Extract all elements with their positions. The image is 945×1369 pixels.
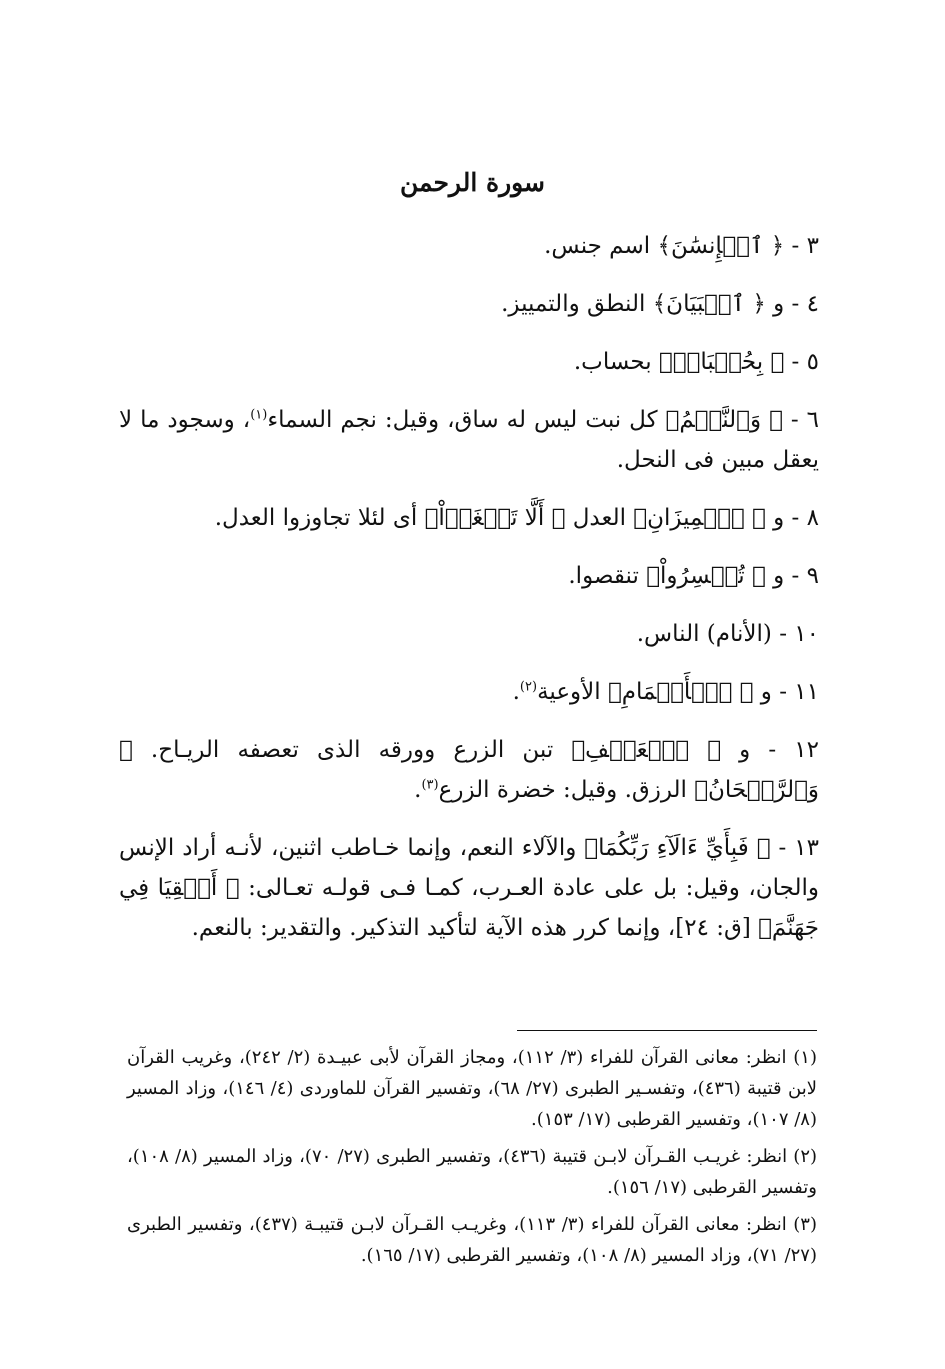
footnote-separator <box>517 1030 817 1031</box>
footnote-1: (١) انظر: معانى القرآن للفراء (٣/ ١١٢)، ومجاز القرآن لأبى عبيـدة (٢/ ٢٤٢)، وغريب القرآن لابن قتيبة (٤٣٦)، وتفسـير الطبرى (٢٧/ ٦٨)، وتفسير القرآن للماوردى (٤/ ١٤٦)، وزاد المسير (٨/ ١٠٧)، وتفسير القرطبى (١٧/ ١٥٣). <box>127 1047 817 1130</box>
surah-title: سورة الرحمن <box>399 168 546 197</box>
entry-verse-8: ٨ - و ﴿ ٱلۡمِيزَانِ﴾ العدل ﴿ أَلَّا تَطۡغَوۡاْ﴾ أى لئلا تجاوزوا العدل. <box>214 505 819 531</box>
footnote-marker: (١) <box>250 407 268 423</box>
entry-text: ٦ - ﴿ وَٱلنَّجۡمُ﴾ كل نبت ليس له ساق، وقيل: نجم السماء <box>267 407 819 433</box>
entry-verse-10: ١٠ - (الأنام) الناس. <box>636 621 819 647</box>
entry-verse-9: ٩ - و ﴿ تُخۡسِرُواْ﴾ تنقصوا. <box>568 563 819 589</box>
footnotes <box>127 1042 817 1277</box>
entry-text: . <box>512 679 520 705</box>
entry-verse-5: ٥ - ﴿ بِحُسۡبَانٖ﴾ بحساب. <box>573 349 819 375</box>
footnote-2: (٢) انظر: غريـب القـرآن لابـن قتيبة (٤٣٦)، وتفسير الطبرى (٢٧/ ٧٠)، وزاد المسير (٨/ ١٠٨)، وتفسير القرطبى (١٧/ ١٥٦). <box>127 1146 818 1198</box>
entry-text: ١٢ - و ﴿ ٱلۡعَصۡفِ﴾ تبن الزرع وورقه الذى تعصفه الريـاح. ﴿ وَٱلرَّيۡحَانُ﴾ الرزق. وقيل: خضرة الزرع <box>119 737 819 803</box>
footnote-marker: (٣) <box>421 777 439 793</box>
entry-text: ١١ - و ﴿ ٱلۡأَكۡمَامِ﴾ الأوعية <box>537 679 819 705</box>
footnote-3: (٣) انظر: معانى القرآن للفراء (٣/ ١١٣)، وغريـب القـرآن لابـن قتيبـة (٤٣٧)، وتفسير الطبرى (٢٧/ ٧١)، وزاد المسير (٨/ ١٠٨)، وتفسير القرطبى (١٧/ ١٦٥). <box>127 1214 817 1266</box>
entry-verse-12 <box>119 730 819 810</box>
commentary-body <box>119 226 819 966</box>
footnote-marker: (٢) <box>519 679 538 695</box>
entry-verse-6 <box>119 400 819 480</box>
entry-text: . <box>414 777 422 803</box>
entry-verse-11 <box>119 672 819 712</box>
entry-verse-13: ١٣ - ﴿ فَبِأَيِّ ءَالَآءِ رَبِّكُمَا﴾ والآلاء النعم، وإنما خـاطب اثنين، لأنـه أراد الإنس والجان، وقيل: بل على عادة العـرب، كمـا فـى قولـه تعـالى: ﴿ أَلۡقِيَا فِي جَهَنَّمَ﴾ [ق: ٢٤]، وإنما كرر هذه الآية لتأكيد التذكير. والتقدير: بالنعم. <box>119 835 819 941</box>
entry-text: ، وسجود ما لا يعقل مبين فى النحل. <box>119 407 819 473</box>
entry-verse-3: ٣ - ﴿ ٱلۡإِنسَٰنَ﴾ اسم جنس. <box>544 233 819 259</box>
entry-verse-4: ٤ - و ﴿ ٱلۡبَيَانَ﴾ النطق والتمييز. <box>501 291 819 317</box>
